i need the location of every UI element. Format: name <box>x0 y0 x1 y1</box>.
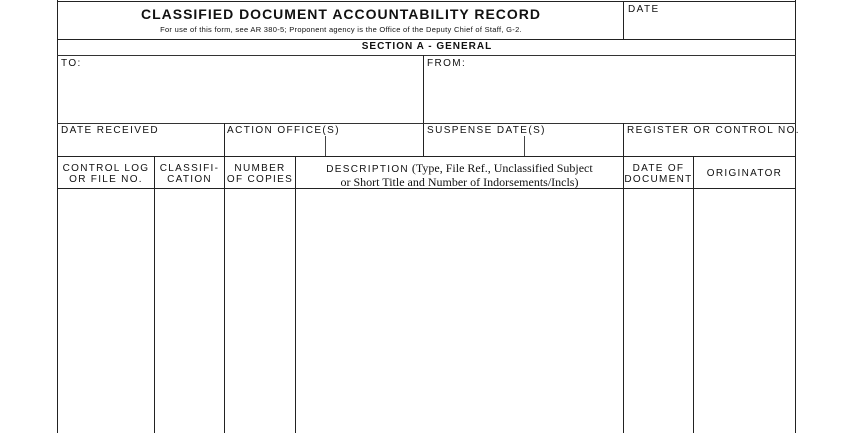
form-left-border <box>57 0 58 433</box>
suspense-date-field-1[interactable] <box>426 138 523 155</box>
to-label: TO: <box>61 58 82 69</box>
col-date-of-document <box>624 163 693 185</box>
entry-description[interactable] <box>297 190 622 433</box>
col-control-log <box>58 163 154 185</box>
col-divider-5 <box>693 156 694 433</box>
col-control-log-line2: OR FILE NO. <box>69 174 143 185</box>
col-description-text2: or Short Title and Number of Indorsements/Incls) <box>340 175 579 189</box>
to-from-bottom-rule <box>57 123 796 124</box>
form-title: CLASSIFIED DOCUMENT ACCOUNTABILITY RECORD <box>140 6 542 22</box>
header-bottom-rule <box>57 39 796 40</box>
date-received-label: DATE RECEIVED <box>61 125 160 136</box>
action-office-field-2[interactable] <box>327 138 422 155</box>
col-originator: ORIGINATOR <box>706 168 783 179</box>
col-description-line1 <box>296 162 623 176</box>
register-field[interactable] <box>625 138 793 155</box>
from-field[interactable] <box>426 70 793 122</box>
date-label: DATE <box>628 4 660 15</box>
from-label: FROM: <box>427 58 467 69</box>
col-description <box>296 162 623 188</box>
col-divider-3 <box>295 156 296 433</box>
date-received-field[interactable] <box>59 138 222 155</box>
entry-control-log[interactable] <box>59 190 153 433</box>
col-control-log-line1: CONTROL LOG <box>62 163 150 174</box>
col-description-text1: (Type, File Ref., Unclassified Subject <box>411 161 593 175</box>
action-office-field-1[interactable] <box>226 138 324 155</box>
suspense-dates-label: SUSPENSE DATE(S) <box>427 125 546 136</box>
section-a-rule <box>57 55 796 56</box>
section-a-title: SECTION A - GENERAL <box>361 41 493 52</box>
col-date-of-doc-line2: DOCUMENT <box>624 174 693 185</box>
column-header-bottom-rule <box>57 188 796 189</box>
suspense-date-field-2[interactable] <box>526 138 622 155</box>
col-divider-4 <box>623 156 624 433</box>
col-divider-2 <box>224 156 225 433</box>
col-description-caps: DESCRIPTION <box>326 164 409 175</box>
date-field[interactable] <box>625 16 793 38</box>
form-subtitle: For use of this form, see AR 380-5; Proponent agency is the Office of the Deputy Chief of Staff, G-2. <box>160 25 522 34</box>
entry-originator[interactable] <box>695 190 794 433</box>
col-classification <box>155 163 224 185</box>
col-copies-line2: OF COPIES <box>226 174 294 185</box>
col-number-of-copies <box>225 163 295 185</box>
register-label: REGISTER OR CONTROL NO. <box>627 125 800 136</box>
date-received-divider <box>224 123 225 156</box>
register-divider <box>623 123 624 156</box>
suspense-date-tick <box>524 136 525 156</box>
col-date-of-doc-line1: DATE OF <box>632 163 685 174</box>
entry-classification[interactable] <box>156 190 223 433</box>
col-copies-line1: NUMBER <box>234 163 286 174</box>
col-classification-line2: CATION <box>167 174 212 185</box>
form-right-border <box>795 0 796 433</box>
action-offices-label: ACTION OFFICE(S) <box>227 125 340 136</box>
date-divider <box>623 1 624 39</box>
entry-number-of-copies[interactable] <box>226 190 294 433</box>
form-top-border <box>57 1 796 2</box>
col-classification-line1: CLASSIFI- <box>159 163 220 174</box>
to-field[interactable] <box>59 70 421 122</box>
col-divider-1 <box>154 156 155 433</box>
dates-bottom-rule <box>57 156 796 157</box>
to-from-divider <box>423 55 424 156</box>
entry-date-of-document[interactable] <box>625 190 692 433</box>
action-office-tick <box>325 136 326 156</box>
